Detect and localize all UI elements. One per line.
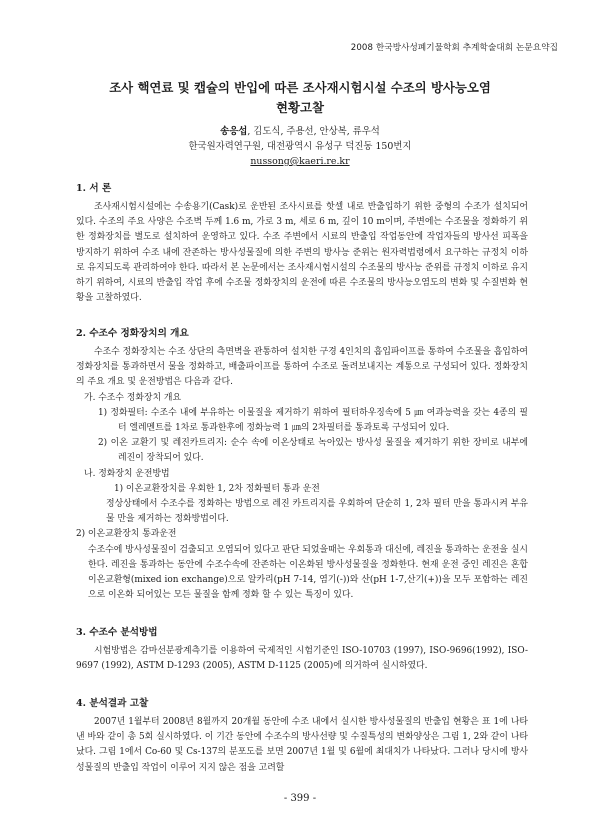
lead-author: 송응섭 <box>220 126 248 137</box>
affiliation: 한국원자력연구원, 대전광역시 유성구 덕진동 150번지 <box>188 141 412 152</box>
list-item-ion-run: 2) 이온교환장치 통과운전 <box>76 529 177 540</box>
title-line-2: 현황고찰 <box>276 100 324 115</box>
list-item-filter: 1) 정화필터: 수조수 내에 부유하는 이물질을 제거하기 위하여 필터하우징속에 5 ㎛ 여과능력을 갖는 4종의 필터 엘레멘트를 1차로 통과한후에 정화능력 1 ㎛의 2차필터를 통과토록 구성되어 있다. <box>98 407 528 434</box>
author-names <box>60 124 540 139</box>
list-item-bypass-run: 1) 이온교환장치를 우회한 1, 2차 정화필터 통과 운전 <box>114 483 320 494</box>
section-paragraph: 시험방법은 감마선분광계측기를 이용하여 국제적인 시험기준인 ISO-10703 (1997), ISO-9696(1992), ISO-9697 (1992), ASTM D-1293 (2005), ASTM D-1125 (2005)에 의거하여 실시하였다. <box>76 646 528 672</box>
section-paragraph: 수조수 정화장치는 수조 상단의 측면벽을 관통하여 설치한 구경 4인치의 흡입파이프를 통하여 수조물을 흡입하여 정화장치를 통과하면서 물을 정화하고, 배출파이프를 통하여 수조로 돌려보내지는 계통으로 구성되어 있다. 정화장치의 주요 개요 및 운전방법은 다음과 같다. <box>76 347 528 388</box>
conference-header: 2008 한국방사성폐기물학회 추계학술대회 논문요약집 <box>350 43 558 53</box>
section-introduction <box>76 182 528 306</box>
section-results <box>76 697 528 776</box>
author-email: nussong@kaeri.re.kr <box>250 156 350 167</box>
section-analysis-method <box>76 626 528 674</box>
subsection-na: 나. 정화장치 운전방법 <box>84 468 170 479</box>
page-number: - 399 - <box>283 793 317 804</box>
co-authors: , 김도식, 주용선, 안상복, 류우석 <box>247 126 380 137</box>
section-heading: 1. 서 론 <box>76 183 112 194</box>
section-paragraph: 조사재시험시설에는 수송용기(Cask)로 운반된 조사시료를 핫셀 내로 반출입하기 위한 중형의 수조가 설치되어 있다. 수조의 주요 사양은 수조벽 두께 1.6 m, 가로 3 m, 세로 6 m, 깊이 10 m이며, 주변에는 수조물을 정화하기 위한 정화장치를 별도로 설치하여 운영하고 있다. 수조 주변에서 시료의 반출입 작업동안에 작업자들의 방사선 피폭을 방지하기 위하여 수조 내에 잔존하는 방사성물질에 의한 주변의 방사능 준위는 원자력법령에서 요구하는 규정치 이하로 유지되도록 관리하여야 한다. 따라서 본 논문에서는 조사재시험시설의 수조물의 방사능 준위를 규정치 이하로 유지하기 위하여, 시료의 반출입 작업 후에 수조물 정화장치의 운전에 따른 수조물의 방사능오염도의 변화 및 수질변화 현황을 고찰하였다. <box>76 202 528 304</box>
section-heading: 4. 분석결과 고찰 <box>76 698 149 709</box>
author-block <box>60 124 540 169</box>
subsection-ga: 가. 수조수 정화장치 개요 <box>84 392 182 403</box>
paper-title <box>60 78 540 118</box>
list-item-ion-text: 수조수에 방사성물질이 검출되고 오염되어 있다고 판단 되었을때는 우회통과 대신에, 레진을 통과하는 운전을 실시한다. 레진을 통과하는 동안에 수조수속에 잔존하는 이온화된 방사성물질을 정화한다. 현재 운전 중인 레진은 혼합이온교환형(mixed ion exchange)으로 알카리(pH 7-14, 염기(-))와 산(pH 1-7,산기(+))을 모두 포함하는 레진으로 이온화 되어있는 모든 물질을 함께 정화 할 수 있는 특징이 있다. <box>88 544 528 601</box>
section-heading: 3. 수조수 분석방법 <box>76 627 158 638</box>
section-heading: 2. 수조수 정화장치의 개요 <box>76 328 189 339</box>
title-line-1: 조사 핵연료 및 캡슐의 반입에 따른 조사재시험시설 수조의 방사능오염 <box>109 80 491 95</box>
section-purification-system <box>76 327 528 603</box>
list-item-ion-exchanger: 2) 이온 교환기 및 레진카트리지: 순수 속에 이온상태로 녹아있는 방사성 물질을 제거하기 위한 장비로 내부에 레진이 장착되어 있다. <box>98 438 528 464</box>
section-paragraph: 2007년 1월부터 2008년 8월까지 20개월 동안에 수조 내에서 실시한 방사성물질의 반출입 현황은 표 1에 나타낸 바와 같이 총 5회 실시하였다. 이 기간 동안에 수조수의 방사선량 및 수질특성의 변화양상은 그림 1, 2와 같이 나타났다. 그림 1에서 Co-60 및 Cs-137의 분포도를 보면 2007년 1월 및 6월에 최대치가 나타났다. 그러나 당시에 방사성물질의 반출입 작업이 이루어 지지 않은 점을 고려할 <box>76 717 528 773</box>
list-item-bypass-text: 정상상태에서 수조수를 정화하는 방법으로 레진 카트리지를 우회하여 단순히 1, 2차 필터 만을 통과시켜 부유물 만을 제거하는 정화방법이다. <box>106 499 528 525</box>
